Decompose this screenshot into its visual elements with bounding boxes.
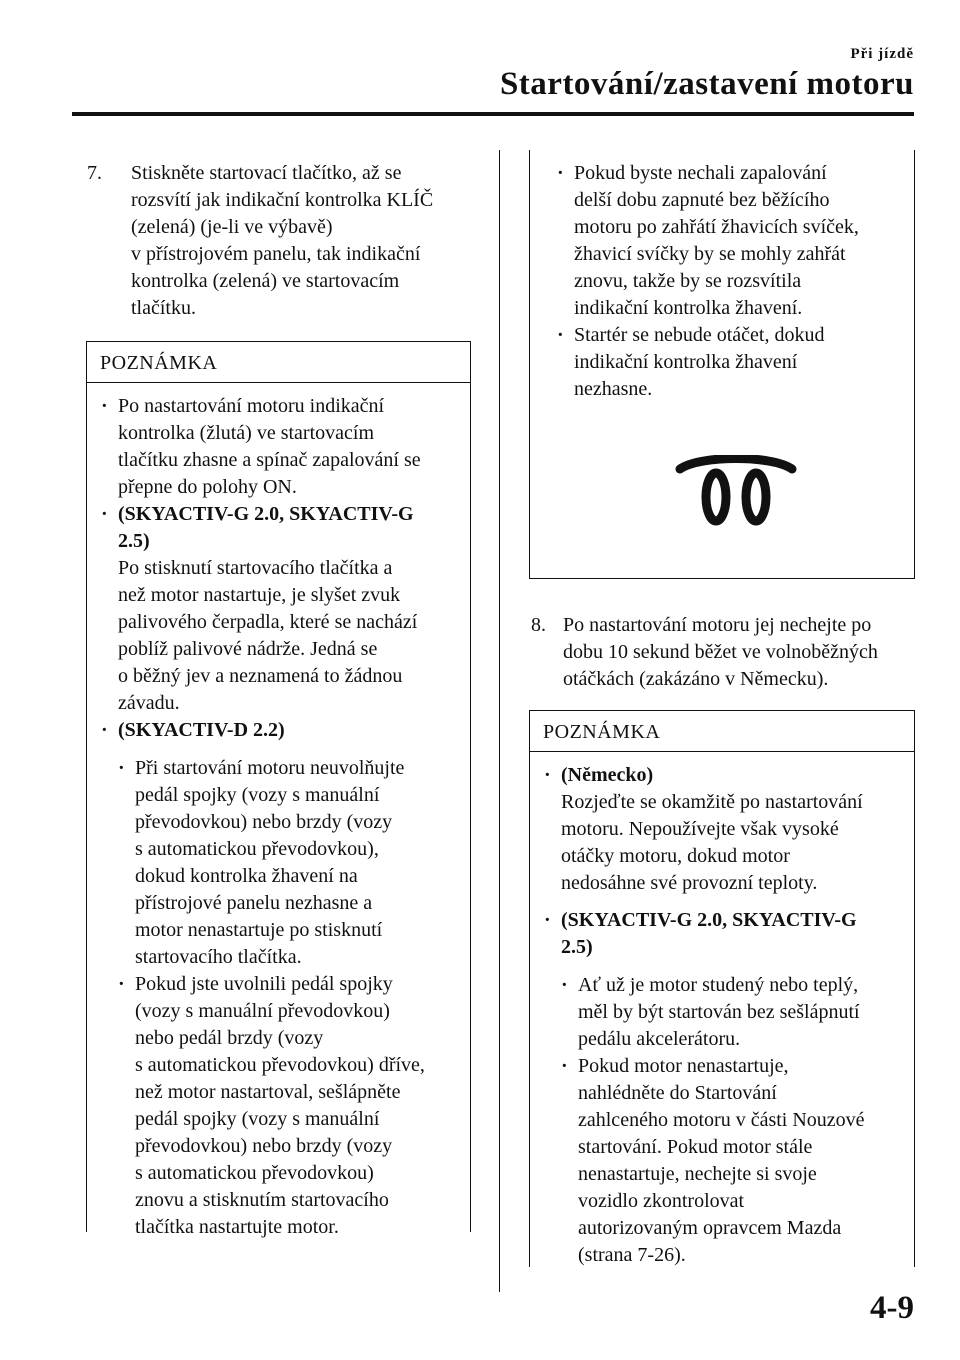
step-line: rozsvítí jak indikační kontrolka KLÍČ [131,189,434,211]
note-line: nedosáhne své provozní teploty. [561,872,818,894]
note-line: závadu. [118,692,180,714]
step-line: Stiskněte startovací tlačítko, až se [131,162,402,184]
note-line: otáčky motoru, dokud motor [561,845,790,867]
note-line: Po stisknutí startovacího tlačítka a [118,557,393,579]
note-line: s automatickou převodovkou), [135,838,379,860]
note-line: motoru. Nepoužívejte však vysoké [561,818,839,840]
note-line: poblíž palivové nádrže. Jedná se [118,638,378,660]
note-line: zahlceného motoru v části Nouzové [578,1109,865,1131]
note-line: vozidlo zkontrolovat [578,1190,745,1212]
note-bullet-heading: 2.5) [561,936,593,958]
note-line: dokud kontrolka žhavení na [135,865,358,887]
note-line: znovu, takže by se rozsvítila [574,270,802,292]
note-line: pedál spojky (vozy s manuální [135,784,380,806]
note-line: (strana 7-26). [578,1244,686,1266]
note-line: · Pokud jste uvolnili pedál spojky [135,973,393,995]
note-sub-bullet [118,755,464,971]
note-line: startovacího tlačítka. [135,946,302,968]
step-7 [87,160,487,322]
note-line: delší dobu zapnuté bez běžícího [574,189,830,211]
note-bullet [544,907,908,1269]
step-line: kontrolka (zelená) ve startovacím [131,270,400,292]
note-line: převodovkou) nebo brzdy (vozy [135,1135,393,1157]
step-8 [531,612,931,693]
note-line: kontrolka (žlutá) ve startovacím [118,422,375,444]
note-line: motoru po zahřátí žhavicích svíček, [574,216,859,238]
note-line: · Po nastartování motoru indikační [118,395,385,417]
note-line: než motor nastartuje, je slyšet zvuk [118,584,401,606]
column-divider [499,150,500,1292]
note-bullet-heading: · (SKYACTIV-D 2.2) [118,719,285,741]
note-sub-bullet [557,322,908,403]
note-box [86,341,471,1238]
note-line: převodovkou) nebo brzdy (vozy [135,811,393,833]
note-line: s automatickou převodovkou) dříve, [135,1054,425,1076]
note-bullet-heading: · (Německo) [561,764,654,786]
step-line: v přístrojovém panelu, tak indikační [131,243,421,265]
note-line: nezhasne. [574,378,653,400]
note-bullet [101,393,464,501]
note-sub-bullet [118,971,464,1241]
note-line: měl by být startován bez sešlápnutí [578,1001,860,1023]
note-line: s automatickou převodovkou) [135,1162,374,1184]
note-line: · Pokud motor nenastartuje, [578,1055,789,1077]
note-line: (vozy s manuální převodovkou) [135,1000,390,1022]
step-number: 8. [531,614,546,636]
step-line: tlačítku. [131,297,196,319]
step-line: Po nastartování motoru jej nechejte po [563,614,872,636]
note-line: tlačítku zhasne a spínač zapalování se [118,449,421,471]
note-line: · Při startování motoru neuvolňujte [135,757,405,779]
note-line: o běžný jev a neznamená to žádnou [118,665,403,687]
glow-plug-indicator-icon [672,455,800,531]
step-line: dobu 10 sekund běžet ve volnoběžných [563,641,878,663]
note-line: nahlédněte do Startování [578,1082,777,1104]
note-line: přepne do polohy ON. [118,476,297,498]
note-line: · Ať už je motor studený nebo teplý, [578,974,859,996]
note-heading: POZNÁMKA [530,710,914,752]
note-bullet [544,762,908,897]
step-line: (zelená) (je-li ve výbavě) [131,216,333,238]
header-rule [72,112,914,116]
note-line: startování. Pokud motor stále [578,1136,813,1158]
note-line: žhavicí svíčky by se mohly zahřát [574,243,846,265]
note-bullet-heading: · (SKYACTIV-G 2.0, SKYACTIV-G [561,909,857,931]
header-section-label: Při jízdě [850,46,914,62]
note-box [529,710,915,1267]
note-line: pedál spojky (vozy s manuální [135,1108,380,1130]
step-number: 7. [87,162,102,184]
note-sub-bullet [557,160,908,322]
note-bullet [101,501,464,717]
page-number: 4-9 [870,1290,914,1326]
note-line: · Pokud byste nechali zapalování [574,162,827,184]
note-line: pedálu akcelerátoru. [578,1028,741,1050]
note-line: indikační kontrolka žhavení. [574,297,803,319]
note-line: palivového čerpadla, které se nachází [118,611,418,633]
note-line: · Startér se nebude otáčet, dokud [574,324,825,346]
page-title: Startování/zastavení motoru [499,66,914,102]
note-heading: POZNÁMKA [87,341,470,383]
note-sub-bullet [561,1053,908,1269]
note-line: znovu a stisknutím startovacího [135,1189,389,1211]
note-line: motor nenastartuje po stisknutí [135,919,383,941]
note-sub-bullet [561,972,908,1053]
note-bullet-heading: · (SKYACTIV-G 2.0, SKYACTIV-G [118,503,414,525]
note-line: než motor nastartoval, sešlápněte [135,1081,401,1103]
step-line: otáčkách (zakázáno v Německu). [563,668,829,690]
note-bullet-heading: 2.5) [118,530,150,552]
note-line: nebo pedál brzdy (vozy [135,1027,324,1049]
note-line: Rozjeďte se okamžitě po nastartování [561,791,863,813]
note-line: indikační kontrolka žhavení [574,351,798,373]
note-line: nenastartuje, nechejte si svoje [578,1163,817,1185]
note-line: přístrojové panelu nezhasne a [135,892,373,914]
note-bullet [101,717,464,1241]
note-line: autorizovaným opravcem Mazda [578,1217,842,1239]
note-line: tlačítka nastartujte motor. [135,1216,339,1238]
